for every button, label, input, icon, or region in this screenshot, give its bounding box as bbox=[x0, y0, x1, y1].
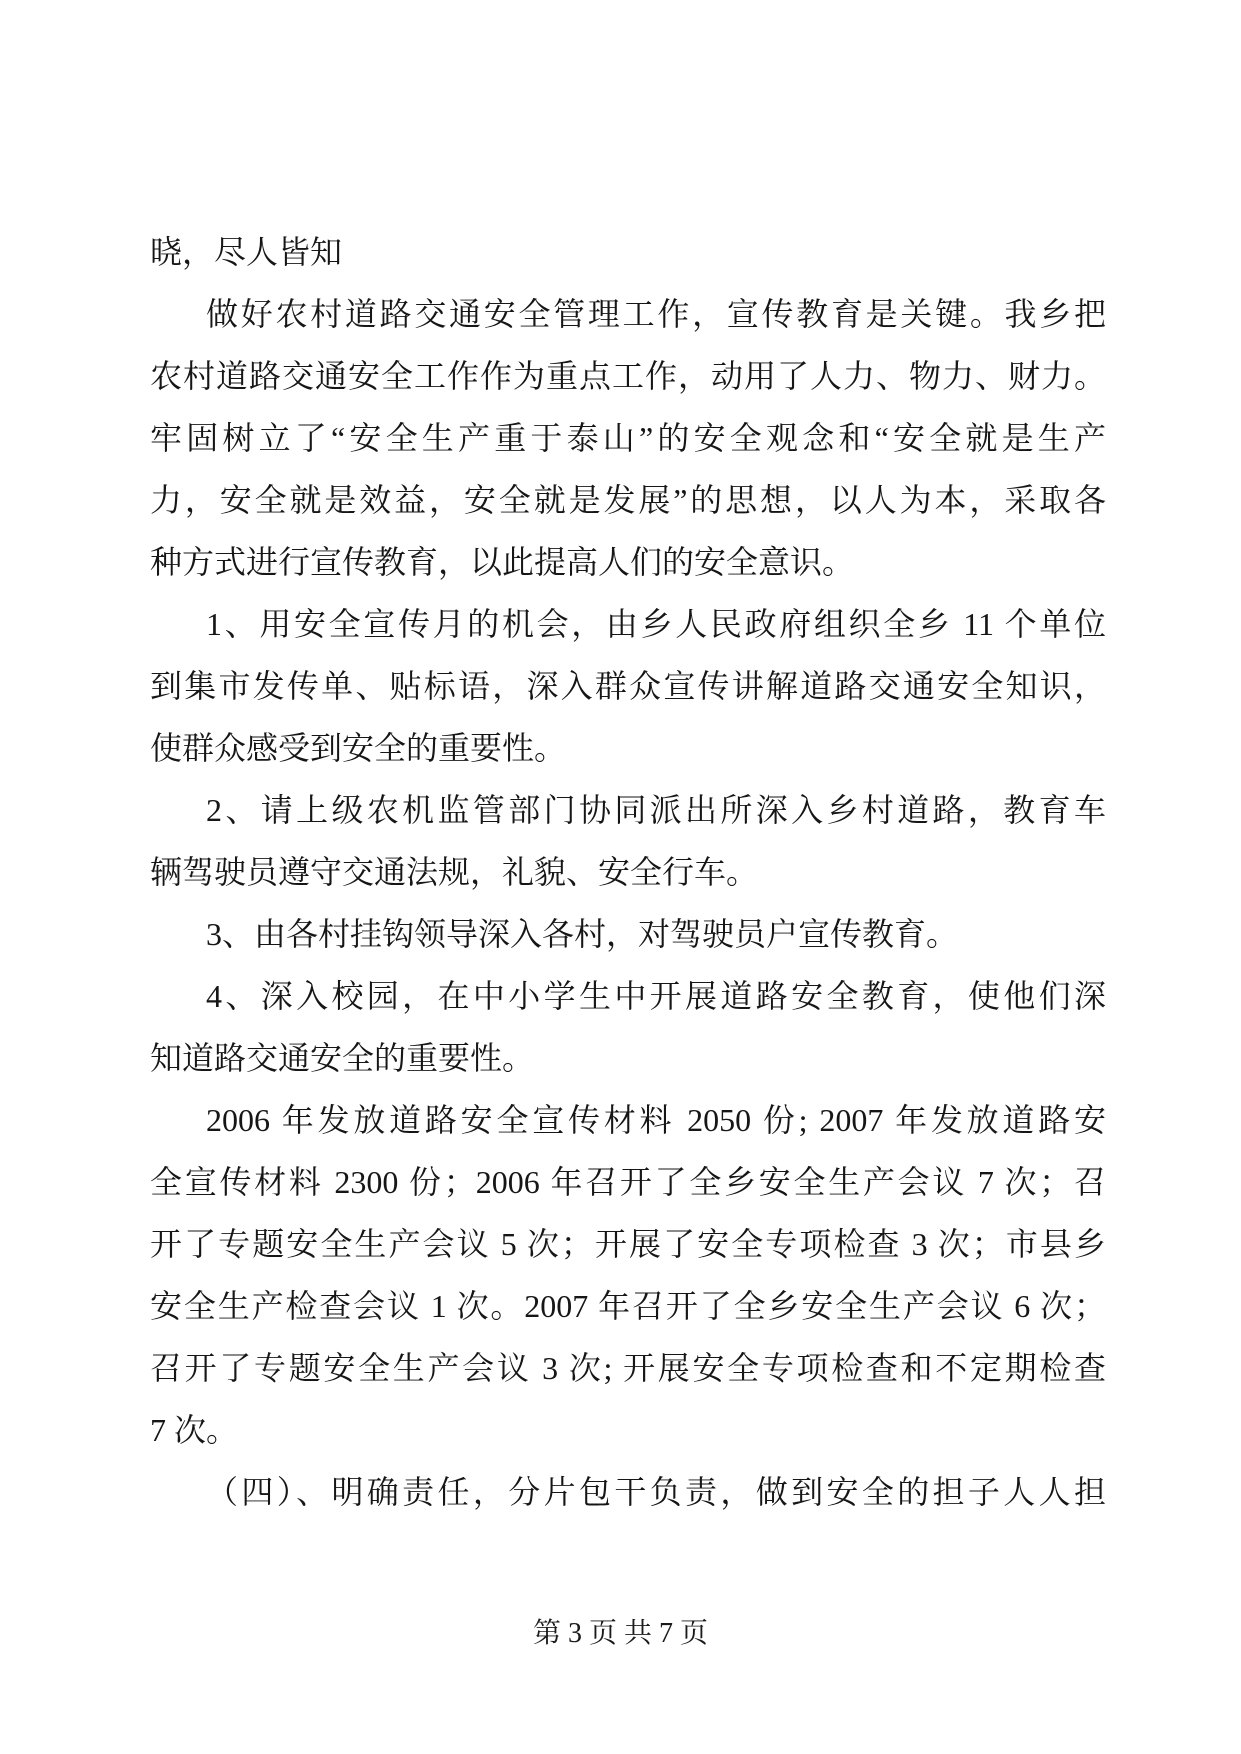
text-line: 农村道路交通安全工作作为重点工作，动用了人力、物力、财力。 bbox=[150, 358, 1106, 394]
text-line: （四）、明确责任，分片包干负责，做到安全的担子人人担 bbox=[206, 1474, 1106, 1510]
text-line: 做好农村道路交通安全管理工作，宣传教育是关键。我乡把 bbox=[206, 296, 1106, 332]
text-line: 3、由各村挂钩领导深入各村，对驾驶员户宣传教育。 bbox=[206, 916, 959, 952]
text-line: 安全生产检查会议 1 次。2007 年召开了全乡安全生产会议 6 次； bbox=[150, 1288, 1106, 1324]
text-line: 知道路交通安全的重要性。 bbox=[150, 1040, 535, 1076]
text-line: 辆驾驶员遵守交通法规，礼貌、安全行车。 bbox=[150, 854, 759, 890]
text-line: 到集市发传单、贴标语，深入群众宣传讲解道路交通安全知识， bbox=[150, 668, 1106, 704]
text-line: 7 次。 bbox=[150, 1412, 239, 1448]
text-line: 4、深入校园，在中小学生中开展道路安全教育，使他们深 bbox=[206, 978, 1106, 1014]
page-footer: 第 3 页 共 7 页 bbox=[532, 1618, 708, 1649]
text-line: 2、请上级农机监管部门协同派出所深入乡村道路，教育车 bbox=[206, 792, 1106, 828]
text-line: 种方式进行宣传教育，以此提高人们的安全意识。 bbox=[150, 544, 855, 580]
text-line: 1、用安全宣传月的机会，由乡人民政府组织全乡 11 个单位 bbox=[206, 606, 1106, 642]
text-line: 全宣传材料 2300 份；2006 年召开了全乡安全生产会议 7 次；召 bbox=[150, 1164, 1106, 1200]
text-line: 使群众感受到安全的重要性。 bbox=[150, 730, 567, 766]
document-body bbox=[150, 221, 1106, 1523]
text-line: 力，安全就是效益，安全就是发展”的思想，以人为本，采取各 bbox=[150, 482, 1106, 518]
text-line: 2006 年发放道路安全宣传材料 2050 份; 2007 年发放道路安 bbox=[206, 1102, 1106, 1138]
text-line: 召开了专题安全生产会议 3 次; 开展安全专项检查和不定期检查 bbox=[150, 1350, 1106, 1386]
text-line: 开了专题安全生产会议 5 次；开展了安全专项检查 3 次；市县乡 bbox=[150, 1226, 1106, 1262]
text-line: 晓，尽人皆知 bbox=[150, 234, 343, 270]
text-line: 牢固树立了“安全生产重于泰山”的安全观念和“安全就是生产 bbox=[150, 420, 1106, 456]
